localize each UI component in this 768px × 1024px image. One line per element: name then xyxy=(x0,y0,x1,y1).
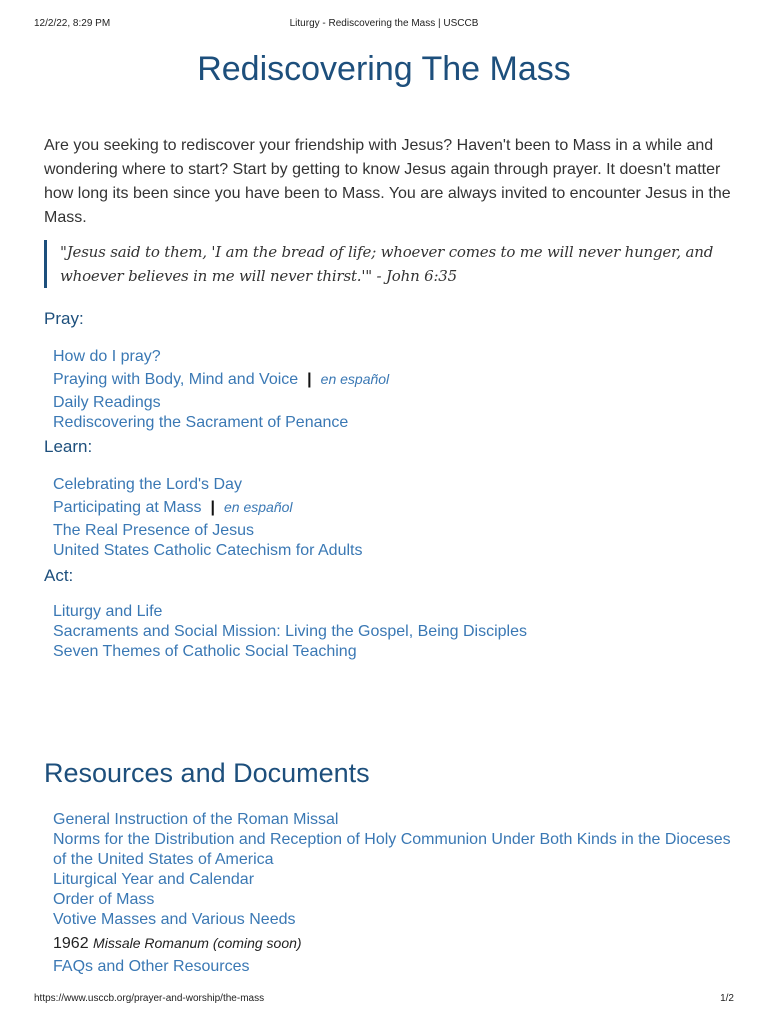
print-url: https://www.usccb.org/prayer-and-worship/the-mass xyxy=(34,993,265,1004)
resources-heading: Resources and Documents xyxy=(44,758,370,788)
link-votive-masses[interactable]: Votive Masses and Various Needs xyxy=(53,911,296,928)
link-communion-norms[interactable]: Norms for the Distribution and Reception of Holy Communion Under Both Kinds in the Dioceses of the United States of America xyxy=(53,831,731,868)
learn-heading: Learn: xyxy=(44,437,93,456)
link-liturgy-and-life[interactable]: Liturgy and Life xyxy=(53,603,163,620)
link-faqs[interactable]: FAQs and Other Resources xyxy=(53,958,250,975)
pray-heading: Pray: xyxy=(44,309,84,328)
link-how-do-i-pray[interactable]: How do I pray? xyxy=(53,348,161,365)
link-praying-body-mind-voice[interactable]: Praying with Body, Mind and Voice xyxy=(53,371,299,388)
link-participating-espanol[interactable]: en español xyxy=(224,499,293,515)
missale-romanum-item xyxy=(53,931,743,956)
link-daily-readings[interactable]: Daily Readings xyxy=(53,394,161,411)
link-separator: | xyxy=(210,499,215,516)
print-datetime: 12/2/22, 8:29 PM xyxy=(34,18,111,29)
link-participating-at-mass[interactable]: Participating at Mass xyxy=(53,499,202,516)
missale-year: 1962 xyxy=(53,935,89,952)
print-doc-title: Liturgy - Rediscovering the Mass | USCCB xyxy=(289,18,479,29)
link-order-of-mass[interactable]: Order of Mass xyxy=(53,891,155,908)
missale-title: Missale Romanum (coming soon) xyxy=(93,935,302,951)
print-header xyxy=(34,18,734,32)
print-page-number: 1/2 xyxy=(720,993,734,1004)
act-link-list xyxy=(53,602,527,662)
link-celebrating-lords-day[interactable]: Celebrating the Lord's Day xyxy=(53,476,242,493)
link-sacraments-social-mission[interactable]: Sacraments and Social Mission: Living the Gospel, Being Disciples xyxy=(53,623,528,640)
link-liturgical-year[interactable]: Liturgical Year and Calendar xyxy=(53,871,255,888)
link-real-presence[interactable]: The Real Presence of Jesus xyxy=(53,522,254,539)
link-separator: | xyxy=(307,371,312,388)
page-title: Rediscovering The Mass xyxy=(197,50,571,88)
learn-link-list xyxy=(53,473,362,561)
print-footer xyxy=(34,993,734,1007)
intro-paragraph: Are you seeking to rediscover your friendship with Jesus? Haven't been to Mass in a while and wondering where to start? Start by getting to know Jesus again through prayer. It doesn't matter how long its been since you have been to Mass. You are always invited to encounter Jesus in the Mass. xyxy=(44,137,731,226)
link-seven-themes[interactable]: Seven Themes of Catholic Social Teaching xyxy=(53,643,357,660)
resources-link-list xyxy=(53,810,743,977)
link-praying-espanol[interactable]: en español xyxy=(320,371,390,387)
scripture-quote: "Jesus said to them, 'I am the bread of life; whoever comes to me will never hunger, and whoever believes in me will never thirst.'" - John 6:35 xyxy=(44,240,740,288)
link-girm[interactable]: General Instruction of the Roman Missal xyxy=(53,811,339,828)
link-catechism-for-adults[interactable]: United States Catholic Catechism for Adults xyxy=(53,542,363,559)
link-sacrament-of-penance[interactable]: Rediscovering the Sacrament of Penance xyxy=(53,414,349,431)
act-heading: Act: xyxy=(44,566,74,585)
pray-link-list xyxy=(53,345,389,433)
